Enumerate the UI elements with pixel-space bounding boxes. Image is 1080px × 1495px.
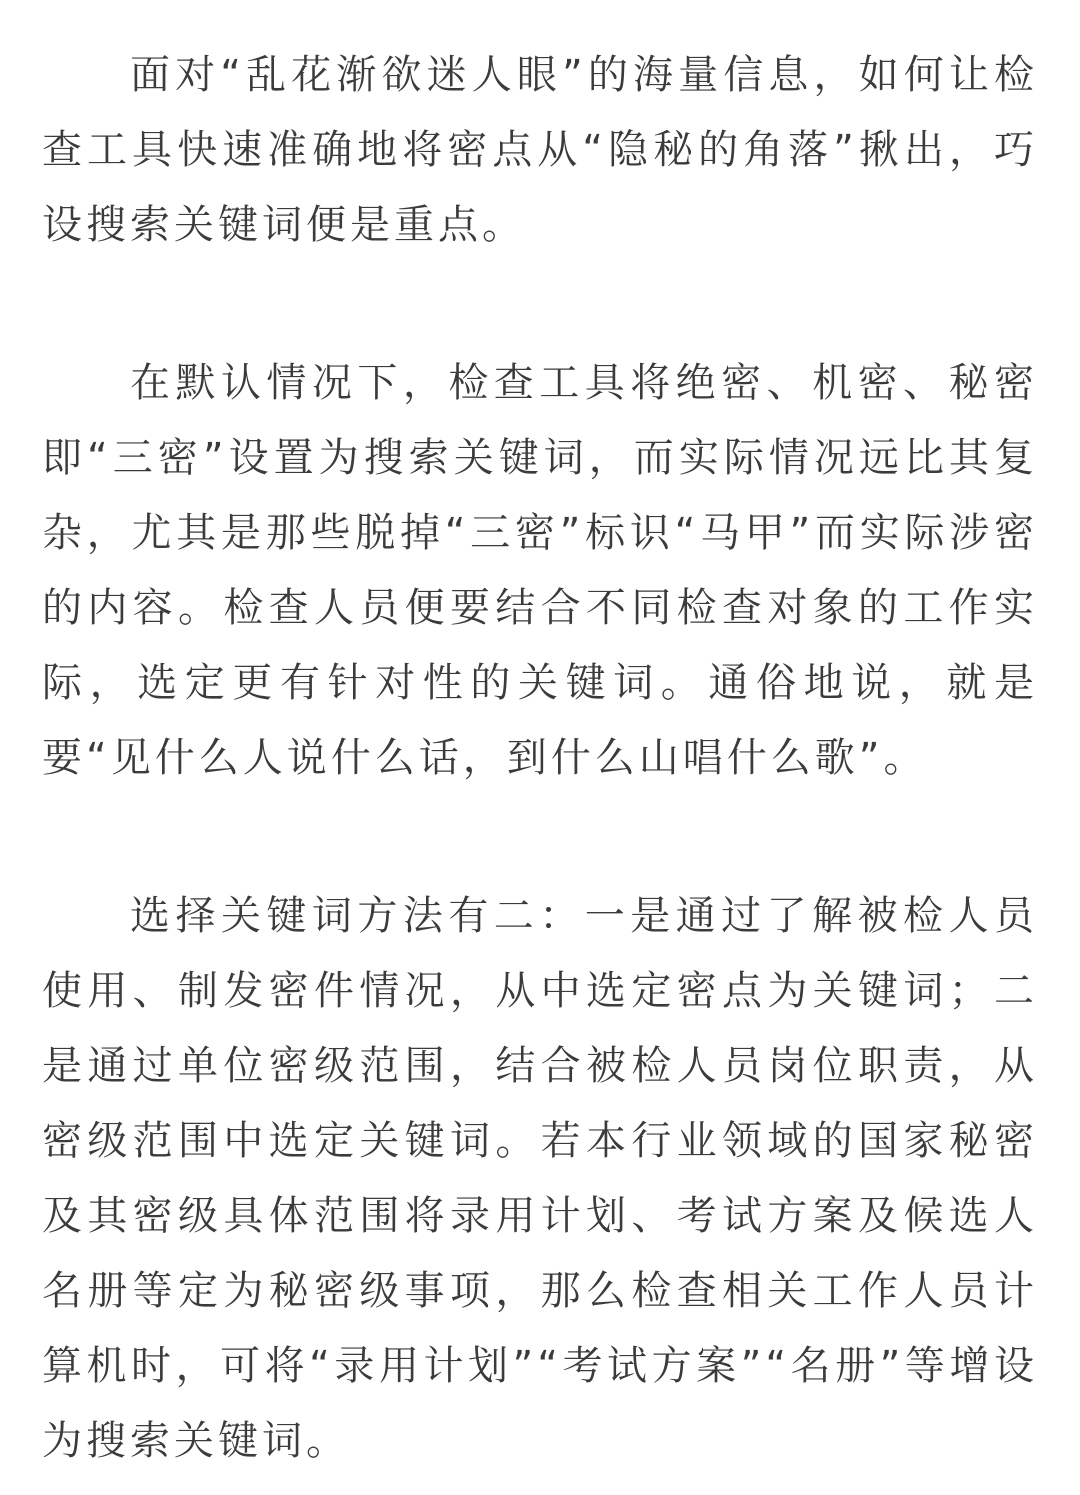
paragraph-keyword-methods: 选择关键词方法有二：一是通过了解被检人员使用、制发密件情况，从中选定密点为关键词；二是通过单位密级范围，结合被检人员岗位职责，从密级范围中选定关键词。若本行业领域的国家秘密及其密级具体范围将录用计划、考试方案及候选人名册等定为秘密级事项，那么检查相关工作人员计算机时，可将“录用计划”“考试方案”“名册”等增设为搜索关键词。 [42,893,1038,1464]
paragraph-default-keywords: 在默认情况下，检查工具将绝密、机密、秘密即“三密”设置为搜索关键词，而实际情况远比其复杂，尤其是那些脱掉“三密”标识“马甲”而实际涉密的内容。检查人员便要结合不同检查对象的工作实际，选定更有针对性的关键词。通俗地说，就是要“见什么人说什么话，到什么山唱什么歌”。 [42,360,1038,781]
article-body [42,38,1038,1479]
paragraph-intro: 面对“乱花渐欲迷人眼”的海量信息，如何让检查工具快速准确地将密点从“隐秘的角落”揪出，巧设搜索关键词便是重点。 [42,52,1038,248]
